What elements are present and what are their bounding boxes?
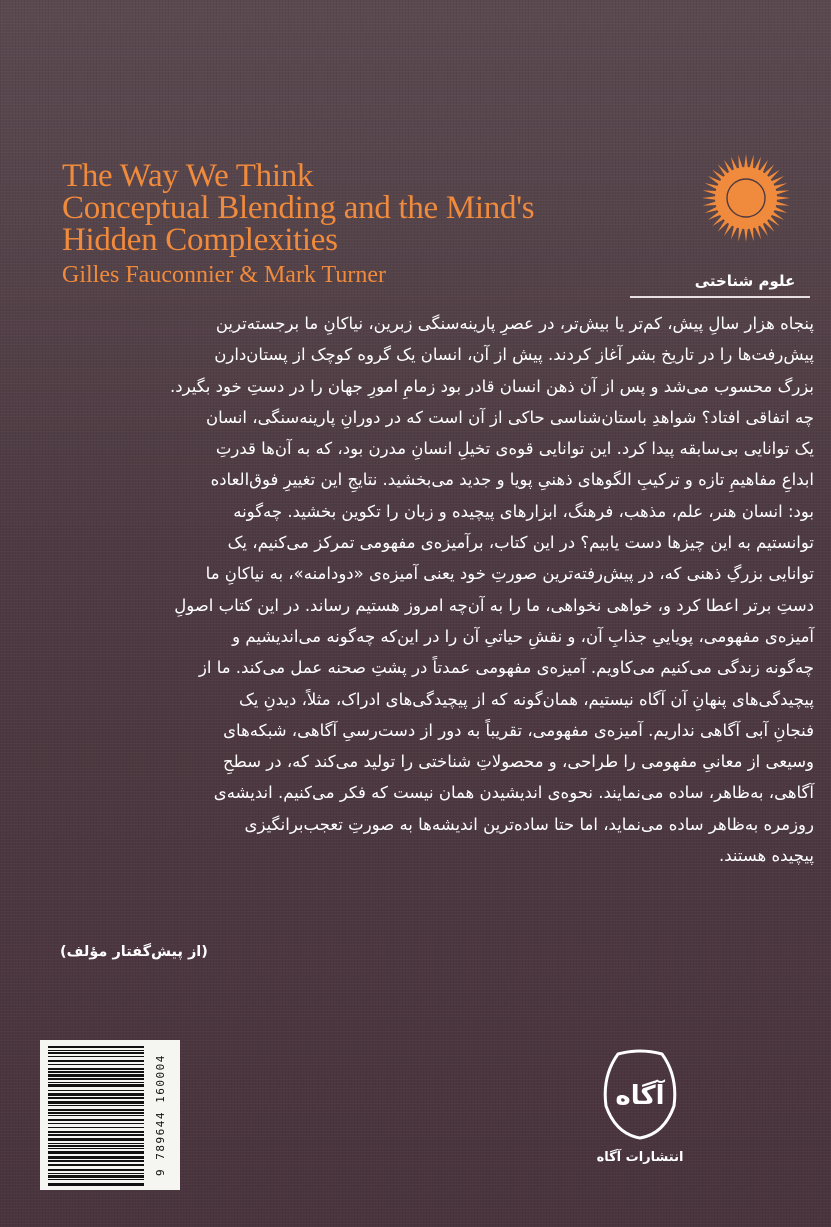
barcode-bar xyxy=(48,1131,144,1133)
description-line: فنجانِ آبی آگاهی نداریم. آمیزه‌ی مفهومی، تقریباً به دور از دست‌رسیِ آگاهی، شبکه‌های xyxy=(223,720,814,740)
barcode-bar xyxy=(48,1112,144,1114)
barcode-bar xyxy=(48,1074,144,1077)
barcode-bar xyxy=(48,1078,144,1080)
barcode-bar xyxy=(48,1052,144,1054)
attribution: (از پیش‌گفتار مؤلف) xyxy=(60,944,208,960)
barcode-bar xyxy=(48,1115,144,1116)
barcode-bar xyxy=(48,1164,144,1166)
barcode-bar xyxy=(48,1151,144,1154)
description-line: آمیزه‌ی مفهومی، پویاییِ جذابِ آن، و نقشِ حیاتیِ آن را در این‌که چه‌گونه می‌اندیشیم و xyxy=(232,626,814,646)
description-line: دستِ برتر اعطا کرد و، خواهی نخواهی، ما را به آن‌چه امروز هستیم رساند. در این کتاب اصولِ xyxy=(174,595,814,615)
barcode-bar xyxy=(48,1123,144,1124)
barcode-bar xyxy=(48,1084,144,1087)
barcode-bar xyxy=(48,1173,144,1174)
barcode-bar xyxy=(48,1082,144,1083)
barcode-bar xyxy=(48,1143,144,1144)
barcode-bar xyxy=(48,1105,144,1106)
description-line: پیچیدگی‌های پنهانِ آن آگاه نیستیم، همان‌گونه که از پیچیدگی‌های ادراک، مثلاً، دیدنِ یک xyxy=(239,689,814,709)
sun-ray xyxy=(702,196,717,200)
agah-publisher-logo xyxy=(598,1046,682,1142)
description-line: توانایی بزرگِ ذهنی که، در پیش‌رفته‌ترین صورتِ خود یعنی آمیزه‌ی «دودامنه»، به نیاکانِ ما xyxy=(205,564,814,584)
description-line: پیش‌رفت‌ها را در تاریخ بشر آغاز کردند. پیش از آن، انسان یک گروه کوچک از پستان‌دارن xyxy=(214,345,814,365)
barcode-bar xyxy=(48,1175,144,1178)
barcode-bar xyxy=(48,1127,144,1128)
english-authors: Gilles Fauconnier & Mark Turner xyxy=(62,262,386,288)
description-line: روزمره به‌ظاهر ساده می‌نماید، اما حتا ساده‌ترین اندیشه‌ها به صورتِ تعجب‌برانگیزی xyxy=(244,814,814,834)
barcode-bar xyxy=(48,1071,144,1073)
english-title-line: Hidden Complexities xyxy=(62,222,338,258)
description xyxy=(62,308,814,871)
description-line: وسیعی از معانیِ مفهومی را طراحی، و محصولاتِ شناختی را تولید می‌کند که، در سطحِ xyxy=(223,752,814,772)
sun-ray xyxy=(744,227,748,242)
barcode-bar xyxy=(48,1148,144,1149)
barcode-bar xyxy=(48,1183,144,1186)
description-line: توانستیم به این چیزها دست یابیم؟ در این کتاب، برآمیزه‌ی مفهومی تمرکز می‌کنیم، یک xyxy=(227,533,814,553)
logo-text: آگاه xyxy=(615,1081,665,1111)
description-line: ابداعِ مفاهیمِ تازه و ترکیبِ الگوهای ذهنیِ پویا و جدید می‌بخشید. نتایجِ این تغییرِ فوق‌العاده xyxy=(210,470,814,490)
description-line: یک توانایی بی‌سابقه پیدا کرد. این توانایی قوه‌ی تخیلِ انسانِ مدرن بود، که به آن‌ها قدرتِ xyxy=(215,439,814,459)
description-line: چه‌گونه زندگی می‌کنیم می‌کاویم. آمیزه‌ی مفهومی عمدتاً در پشتِ صحنه عمل می‌کند. ما از xyxy=(198,658,814,678)
series-label: علوم شناختی xyxy=(694,272,796,290)
isbn-number: 9 789644 160004 xyxy=(154,1054,167,1176)
sun-icon xyxy=(700,152,792,244)
description-line: بود: انسان هنر، علم، مذهب، فرهنگ، ابزارهای پیچیده و زبان را تکوین بخشید. چه‌گونه xyxy=(233,501,814,521)
description-line: چه اتفاقی افتاد؟ شواهدِ باستان‌شناسی حاکی از آن است که در دورانِ پارینه‌سنگی، انسان xyxy=(205,407,814,427)
barcode-bar xyxy=(48,1101,144,1104)
barcode-bar xyxy=(48,1064,144,1065)
barcode-bar xyxy=(48,1068,144,1070)
barcode-bar xyxy=(48,1097,144,1099)
barcode-bar xyxy=(48,1109,144,1111)
description-line: آگاهی، به‌ظاهر، ساده می‌نمایند. نحوه‌ی اندیشیدن همان نیست که فکر می‌کنیم. اندیشه‌ی xyxy=(213,783,814,803)
publisher-name: انتشارات آگاه xyxy=(596,1150,684,1165)
english-title-line: The Way We Think xyxy=(62,158,314,194)
english-title-line: Conceptual Blending and the Mind's xyxy=(62,190,535,226)
barcode-bar xyxy=(48,1093,144,1096)
barcode-bar xyxy=(48,1156,144,1159)
description-line: پنجاه هزار سالِ پیش، کم‌تر یا بیش‌تر، در عصرِ پارینه‌سنگی زبرین، نیاکانِ ما برجسته‌ترین xyxy=(215,314,814,333)
barcode-bar xyxy=(48,1050,144,1051)
barcode-bar xyxy=(48,1138,144,1141)
barcode-bar xyxy=(48,1179,144,1180)
barcode-bar xyxy=(48,1134,144,1136)
barcode-bar xyxy=(48,1169,144,1171)
description-line: بزرگ محسوب می‌شد و پس از آن ذهن انسان قادر بود زمامِ امورِ جهان را در دستِ خود بگیرد. xyxy=(170,376,814,396)
barcode-bar xyxy=(48,1119,144,1121)
barcode-bar xyxy=(48,1060,144,1062)
sun-ray xyxy=(744,154,748,169)
english-title xyxy=(62,160,534,256)
barcode-bar xyxy=(48,1046,144,1048)
description-line: پیچیده هستند. xyxy=(718,846,814,866)
sun-ray xyxy=(775,196,790,200)
barcode-bar xyxy=(48,1090,144,1091)
barcode-bar xyxy=(48,1056,144,1057)
barcode-bar xyxy=(48,1160,144,1162)
divider xyxy=(630,296,810,298)
barcode-bar xyxy=(48,1145,144,1147)
